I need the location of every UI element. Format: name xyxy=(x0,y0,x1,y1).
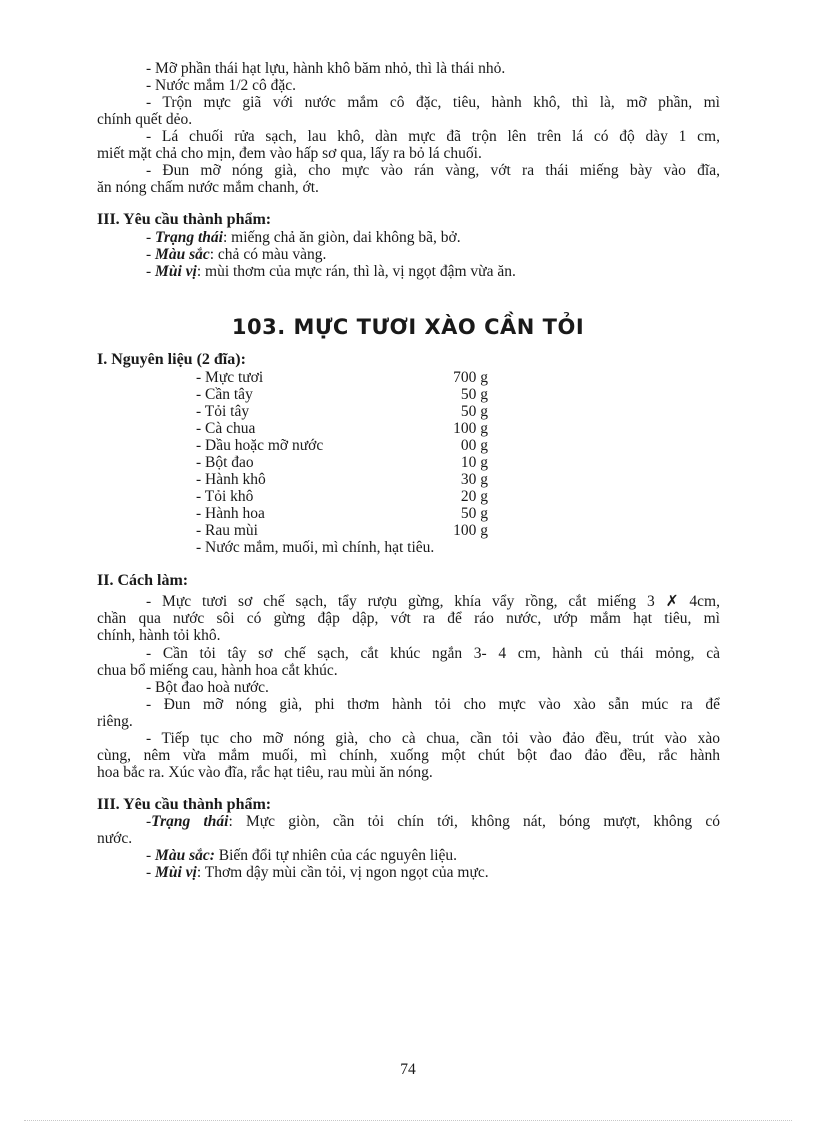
method-line: chua bổ miếng cau, hành hoa cắt khúc. xyxy=(97,662,338,679)
ingredient-name: - Cần tây xyxy=(196,386,253,403)
ingredient-quantity: 00 g xyxy=(460,437,488,454)
requirement-label: Trạng thái xyxy=(151,813,229,830)
requirement-text: : mùi thơm của mực rán, thì là, vị ngọt đậm vừa ăn. xyxy=(196,263,516,280)
ingredients-heading: I. Nguyên liệu (2 đĩa): xyxy=(97,351,246,368)
requirement-taste: - Mùi vị: Thơm dậy mùi cần tỏi, vị ngon ngọt của mực. xyxy=(146,864,489,881)
step-line: - Đun mỡ nóng già, cho mực vào rán vàng, vớt ra thái miếng bày vào đĩa, xyxy=(146,162,720,179)
recipe-title: 103. MỰC TƯƠI XÀO CẦN TỎI xyxy=(231,315,585,339)
method-line: chần qua nước sôi có gừng đập dập, vớt ra để ráo nước, ướp mắm hạt tiêu, mì xyxy=(97,610,720,627)
ingredient-quantity: 50 g xyxy=(460,386,488,403)
method-line: - Đun mỡ nóng già, phi thơm hành tỏi cho mực vào xào sẫn múc ra để xyxy=(146,696,720,713)
ingredient-last: - Nước mắm, muối, mì chính, hạt tiêu. xyxy=(196,539,435,556)
requirement-color: - Màu sắc: chả có màu vàng. xyxy=(146,246,327,263)
step-line: ăn nóng chấm nước mắm chanh, ớt. xyxy=(97,179,319,196)
ingredient-name: - Mực tươi xyxy=(196,369,264,386)
ingredient-row xyxy=(196,420,488,437)
section-heading: III. Yêu cầu thành phẩm: xyxy=(97,796,272,813)
ingredient-row xyxy=(196,386,488,403)
requirement-label: Màu sắc: xyxy=(155,847,215,864)
requirement-label: Trạng thái xyxy=(155,229,223,246)
method-line: cùng, nêm vừa mắm muối, mì chính, xuống một chút bột đao đảo đều, rắc hành xyxy=(97,747,720,764)
ingredient-name: - Bột đao xyxy=(196,454,254,471)
method-line: hoa bắc ra. Xúc vào đĩa, rắc hạt tiêu, rau mùi ăn nóng. xyxy=(97,764,433,781)
ingredient-quantity: 30 g xyxy=(460,471,488,488)
step-line: - Lá chuối rửa sạch, lau khô, dàn mực đã trộn lên trên lá có độ dày 1 cm, xyxy=(146,128,720,145)
requirement-text: : Mực giòn, cần tỏi chín tới, không nát, bóng mượt, không có xyxy=(228,813,720,830)
method-line: riêng. xyxy=(97,713,133,730)
section-heading: III. Yêu cầu thành phẩm: xyxy=(97,211,272,228)
ingredient-name: - Dầu hoặc mỡ nước xyxy=(196,437,324,454)
requirement-text: : Thơm dậy mùi cần tỏi, vị ngon ngọt của mực. xyxy=(196,864,489,881)
ingredient-name: - Tỏi tây xyxy=(196,403,250,420)
footer-divider xyxy=(24,1120,792,1121)
ingredient-quantity: 50 g xyxy=(460,505,488,522)
ingredient-row xyxy=(196,454,488,471)
ingredient-name: - Hành khô xyxy=(196,471,266,488)
ingredient-quantity: 100 g xyxy=(453,522,488,539)
ingredient-quantity: 100 g xyxy=(453,420,488,437)
requirement-text: nước. xyxy=(97,830,133,847)
step-line: - Mỡ phần thái hạt lựu, hành khô băm nhỏ, thì là thái nhỏ. xyxy=(146,60,506,77)
method-line: - Tiếp tục cho mỡ nóng già, cho cà chua, cần tỏi vào đảo đều, trút vào xào xyxy=(146,730,720,747)
method-line: - Mực tươi sơ chế sạch, tẩy rượu gừng, khía vẩy rồng, cắt miếng 3 ✗ 4cm, xyxy=(146,593,720,610)
ingredient-row xyxy=(196,403,488,420)
ingredient-name: - Tỏi khô xyxy=(196,488,254,505)
requirement-taste: - Mùi vị: mùi thơm của mực rán, thì là, vị ngọt đậm vừa ăn. xyxy=(146,263,516,280)
ingredient-row xyxy=(196,471,488,488)
ingredient-row xyxy=(196,369,488,386)
method-line: - Bột đao hoà nước. xyxy=(146,679,269,696)
ingredient-quantity: 700 g xyxy=(453,369,488,386)
method-line: - Cần tỏi tây sơ chế sạch, cắt khúc ngắn 3- 4 cm, hành củ thái mỏng, cà xyxy=(146,645,720,662)
ingredient-quantity: 20 g xyxy=(460,488,488,505)
method-heading: II. Cách làm: xyxy=(97,572,189,589)
method-line: chính, hành tỏi khô. xyxy=(97,627,221,644)
requirement-texture xyxy=(146,813,720,830)
step-line: miết mặt chả cho mịn, đem vào hấp sơ qua, lấy ra bỏ lá chuối. xyxy=(97,145,482,162)
step-line: chính quết dẻo. xyxy=(97,111,193,128)
ingredient-row xyxy=(196,437,488,454)
requirement-label: Mùi vị xyxy=(155,864,197,881)
bullet: - xyxy=(146,813,152,830)
requirement-label: Màu sắc xyxy=(155,246,210,263)
requirement-text: Biến đổi tự nhiên của các nguyên liệu. xyxy=(214,847,458,864)
requirement-text: : miếng chả ăn giòn, dai không bã, bở. xyxy=(222,229,461,246)
requirement-label: Mùi vị xyxy=(155,263,197,280)
page-number: 74 xyxy=(400,1061,416,1078)
ingredient-name: - Hành hoa xyxy=(196,505,265,522)
ingredient-name: - Rau mùi xyxy=(196,522,258,539)
requirement-texture: - Trạng thái: miếng chả ăn giòn, dai không bã, bở. xyxy=(146,229,461,246)
requirement-color: - Màu sắc: Biến đổi tự nhiên của các nguyên liệu. xyxy=(146,847,458,864)
ingredient-row xyxy=(196,488,488,505)
requirement-text: : chả có màu vàng. xyxy=(209,246,327,263)
ingredient-row xyxy=(196,522,488,539)
ingredient-quantity: 50 g xyxy=(460,403,488,420)
step-line: - Nước mắm 1/2 cô đặc. xyxy=(146,77,297,94)
ingredient-name: - Cà chua xyxy=(196,420,256,437)
step-line: - Trộn mực giã với nước mắm cô đặc, tiêu, hành khô, thì là, mỡ phần, mì xyxy=(146,94,720,111)
ingredient-row xyxy=(196,505,488,522)
ingredient-quantity: 10 g xyxy=(460,454,488,471)
